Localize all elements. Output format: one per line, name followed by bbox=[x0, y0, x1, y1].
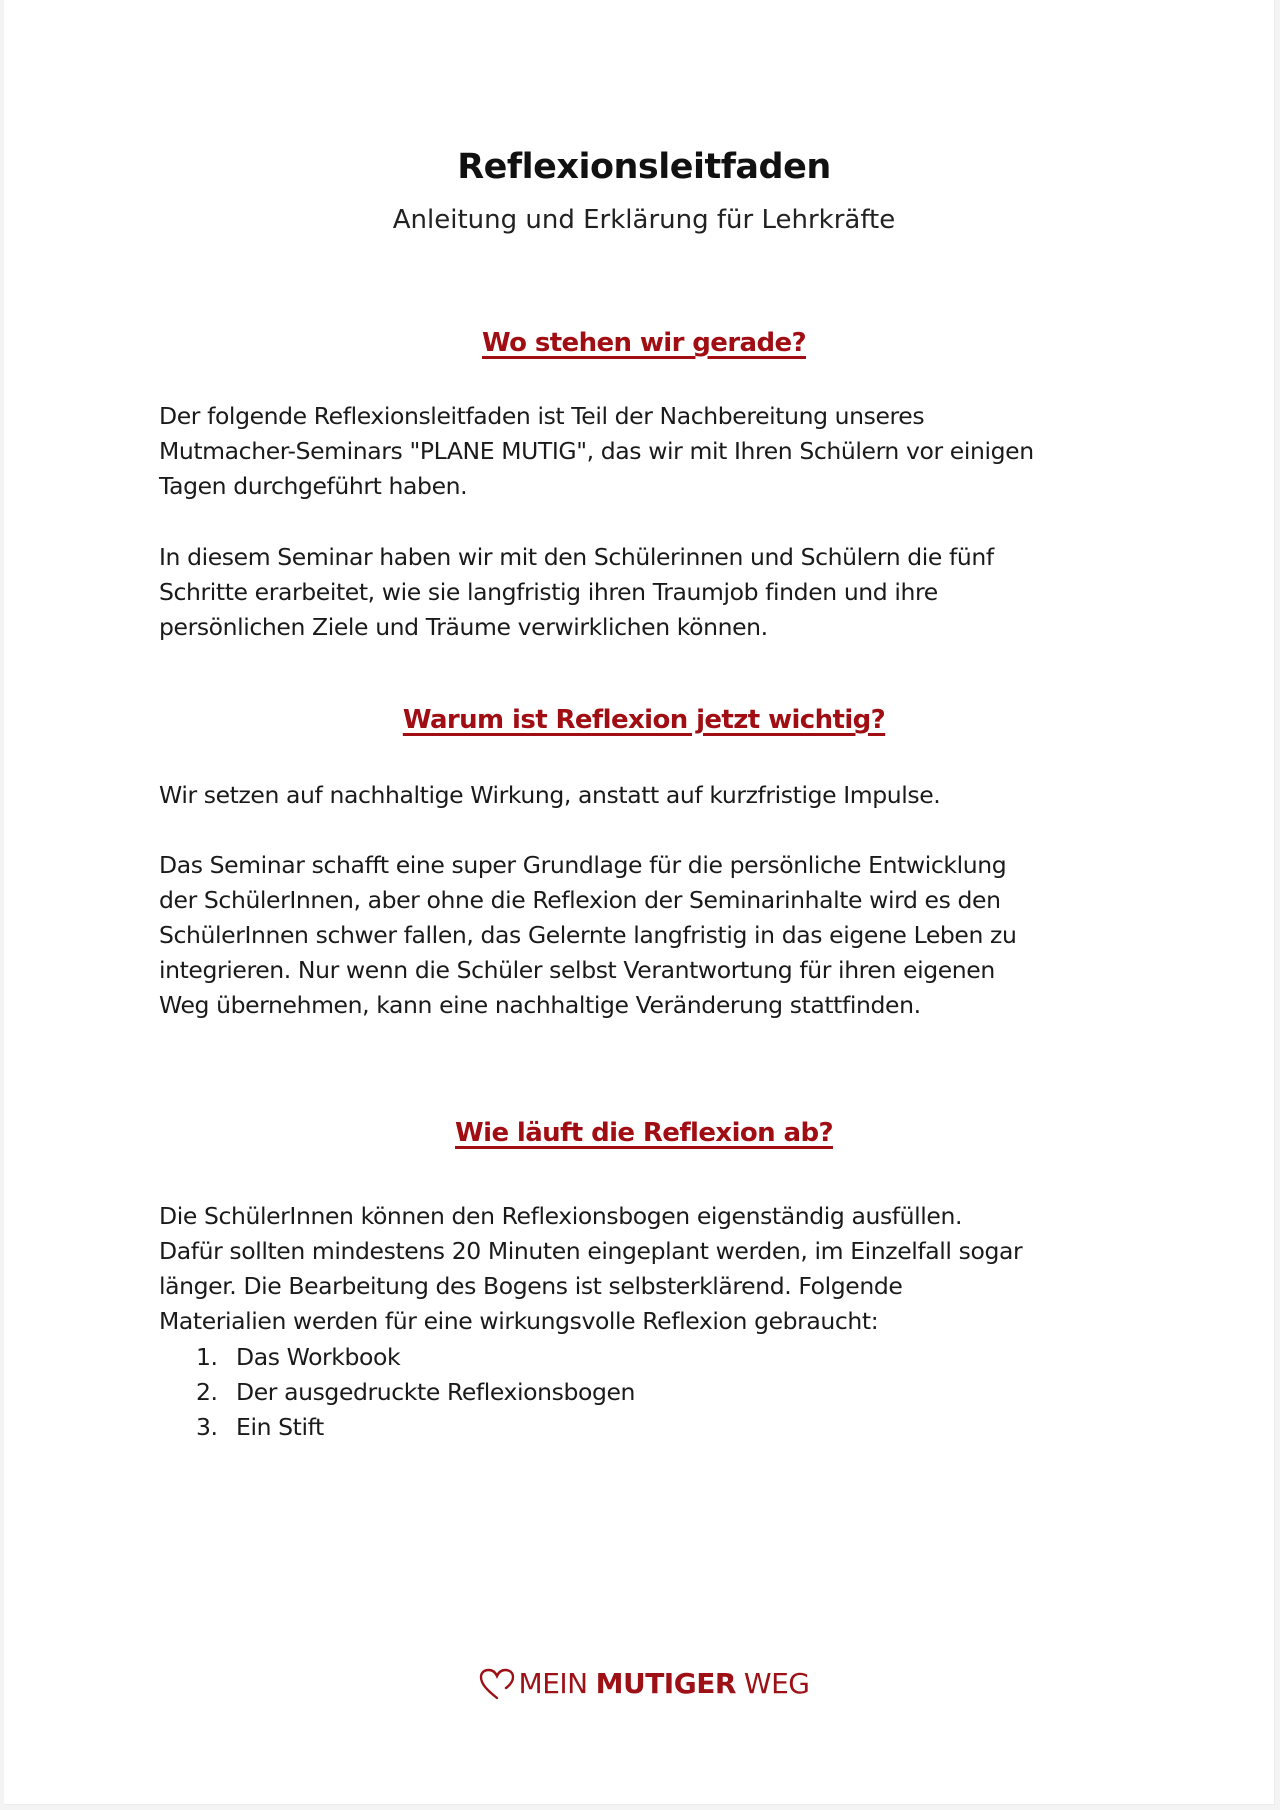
section-heading-text: Warum ist Reflexion jetzt wichtig? bbox=[402, 705, 886, 735]
text-line: Die SchülerInnen können den Reflexionsbogen eigenständig ausfüllen. bbox=[159, 1202, 963, 1230]
logo-text-mein: MEIN bbox=[518, 1667, 588, 1700]
list-number: 3. bbox=[196, 1413, 218, 1441]
list-item bbox=[196, 1410, 635, 1445]
text-line: länger. Die Bearbeitung des Bogens ist selbsterklärend. Folgende bbox=[159, 1272, 903, 1300]
text-line: In diesem Seminar haben wir mit den Schülerinnen und Schülern die fünf bbox=[159, 543, 994, 571]
document-title: Reflexionsleitfaden bbox=[457, 147, 831, 187]
paragraph-intro bbox=[159, 399, 1139, 504]
section-heading-text: Wo stehen wir gerade? bbox=[481, 328, 807, 358]
list-number: 1. bbox=[196, 1343, 218, 1371]
text-line: SchülerInnen schwer fallen, das Gelernte langfristig in das eigene Leben zu bbox=[159, 921, 1017, 949]
materials-list bbox=[196, 1340, 635, 1445]
text-line: Der folgende Reflexionsleitfaden ist Teil der Nachbereitung unseres bbox=[159, 402, 925, 430]
list-item-text: Ein Stift bbox=[236, 1413, 324, 1441]
list-number: 2. bbox=[196, 1378, 218, 1406]
text-line: der SchülerInnen, aber ohne die Reflexion der Seminarinhalte wird es den bbox=[159, 886, 1001, 914]
logo-text-mutiger: MUTIGER bbox=[595, 1667, 736, 1700]
document-page bbox=[4, 0, 1275, 1805]
text-line: Weg übernehmen, kann eine nachhaltige Veränderung stattfinden. bbox=[159, 991, 921, 1019]
paragraph-wirkung bbox=[159, 778, 1139, 813]
text-line: Wir setzen auf nachhaltige Wirkung, anstatt auf kurzfristige Impulse. bbox=[159, 781, 941, 809]
section-heading-warum-reflexion bbox=[4, 707, 1280, 733]
list-item-text: Der ausgedruckte Reflexionsbogen bbox=[236, 1378, 636, 1406]
section-heading-text: Wie läuft die Reflexion ab? bbox=[455, 1118, 833, 1148]
text-line: Das Seminar schafft eine super Grundlage für die persönliche Entwicklung bbox=[159, 851, 1007, 879]
section-heading-wo-stehen-wir bbox=[4, 330, 1280, 356]
paragraph-ablauf bbox=[159, 1199, 1139, 1339]
text-line: Materialien werden für eine wirkungsvolle Reflexion gebraucht: bbox=[159, 1307, 879, 1335]
section-heading-wie-laeuft bbox=[4, 1120, 1280, 1146]
text-line: Dafür sollten mindestens 20 Minuten eingeplant werden, im Einzelfall sogar bbox=[159, 1237, 1023, 1265]
document-subtitle: Anleitung und Erklärung für Lehrkräfte bbox=[392, 205, 896, 235]
list-item-text: Das Workbook bbox=[236, 1343, 401, 1371]
paragraph-seminar bbox=[159, 540, 1139, 645]
heart-outline-icon bbox=[479, 1668, 515, 1700]
text-line: Tagen durchgeführt haben. bbox=[159, 472, 468, 500]
text-line: Schritte erarbeitet, wie sie langfristig ihren Traumjob finden und ihre bbox=[159, 578, 938, 606]
list-item bbox=[196, 1340, 635, 1375]
paragraph-grundlage bbox=[159, 848, 1139, 1023]
logo-text-weg: WEG bbox=[743, 1667, 810, 1700]
text-line: Mutmacher-Seminars "PLANE MUTIG", das wir mit Ihren Schülern vor einigen bbox=[159, 437, 1034, 465]
text-line: integrieren. Nur wenn die Schüler selbst Verantwortung für ihren eigenen bbox=[159, 956, 995, 984]
text-line: persönlichen Ziele und Träume verwirklichen können. bbox=[159, 613, 768, 641]
footer-logo bbox=[4, 1668, 1280, 1700]
list-item bbox=[196, 1375, 635, 1410]
